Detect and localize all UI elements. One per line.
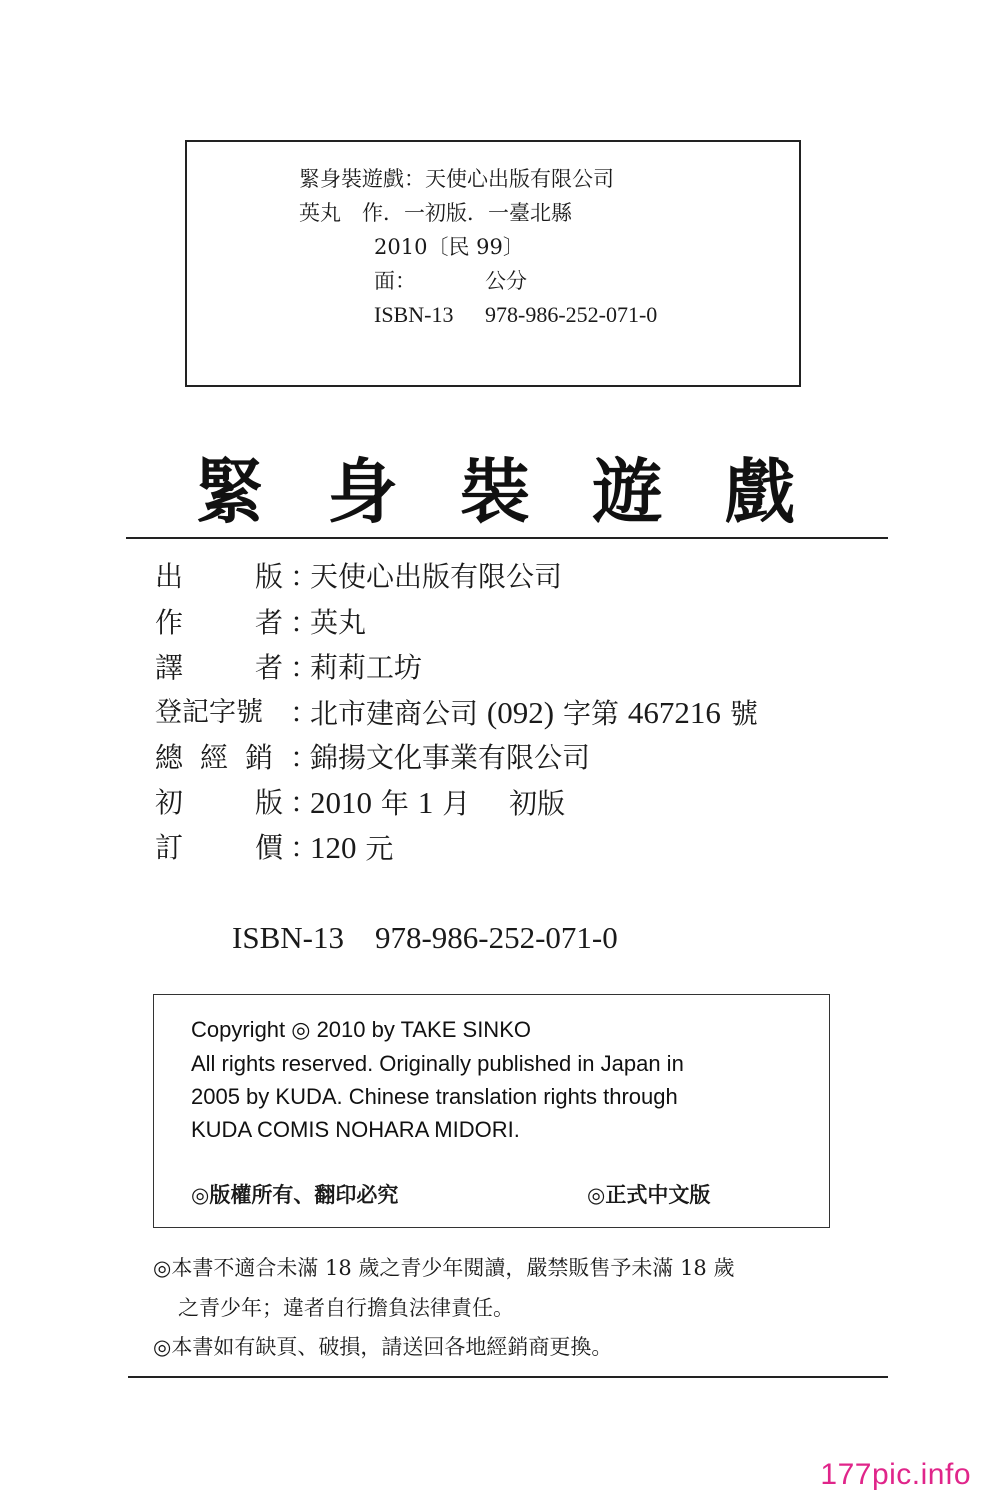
copyright-line: KUDA COMIS NOHARA MIDORI.	[191, 1117, 520, 1142]
cip-box	[185, 140, 801, 387]
colon: ：	[290, 786, 319, 819]
imprint-label: 作 者	[155, 606, 284, 639]
colon: ：	[290, 696, 319, 729]
cip-line-author: 英丸 作．一初版．一臺北縣	[299, 201, 572, 225]
title-char: 裝	[460, 451, 530, 533]
copyright-line: All rights reserved. Originally published in Japan in	[191, 1051, 684, 1076]
copyright-line: 2005 by KUDA. Chinese translation rights through	[191, 1084, 678, 1109]
colon: ：	[290, 606, 319, 639]
colon: ：	[290, 741, 319, 774]
imprint-label: 出 版	[155, 560, 284, 593]
bottom-divider	[128, 1376, 888, 1378]
cip-line-year: 2010〔民 99〕	[374, 235, 524, 259]
cip-line-title: 緊身裝遊戲：天使心出版有限公司	[299, 167, 614, 191]
imprint-value: 錦揚文化事業有限公司	[310, 741, 591, 774]
imprint-label: 登記字號	[155, 697, 263, 728]
imprint-value: 天使心出版有限公司	[310, 560, 563, 593]
title-divider	[126, 537, 888, 539]
title-char: 緊	[195, 451, 265, 533]
official-edition-notice: ◎正式中文版	[587, 1183, 711, 1207]
copyright-box	[153, 994, 830, 1228]
age-notice-cont: 之青少年；違者自行擔負法律責任。	[178, 1296, 514, 1320]
book-title	[195, 452, 795, 532]
imprint-label: 初 版	[155, 786, 284, 819]
damage-notice: ◎本書如有缺頁、破損，請送回各地經銷商更換。	[153, 1335, 613, 1359]
imprint-value: 北市建商公司 (092) 字第 467216 號	[310, 695, 758, 730]
imprint-label: 訂 價	[155, 831, 284, 864]
copyright-line: Copyright ◎ 2010 by TAKE SINKO	[191, 1017, 531, 1042]
cip-line-pages-label: 面：	[374, 269, 416, 293]
colon: ：	[290, 831, 319, 864]
age-notice: ◎本書不適合未滿 18 歲之青少年閱讀，嚴禁販售予未滿 18 歲	[153, 1256, 735, 1280]
isbn-main: ISBN-13 978-986-252-071-0	[232, 920, 618, 955]
rights-reserved-notice: ◎版權所有、翻印必究	[191, 1183, 399, 1207]
imprint-value: 2010 年 1 月 初版	[310, 785, 566, 820]
title-char: 遊	[592, 451, 663, 533]
colon: ：	[290, 651, 319, 684]
watermark-text: 177pic.info	[820, 1458, 971, 1491]
title-char: 戲	[725, 451, 795, 533]
cip-line-size: 公分	[485, 269, 527, 293]
imprint-value: 莉莉工坊	[310, 651, 423, 684]
imprint-label: 總 經 銷	[155, 741, 274, 774]
imprint-value: 英丸	[310, 606, 367, 639]
imprint-label: 譯 者	[155, 651, 284, 684]
cip-isbn-value: 978-986-252-071-0	[485, 302, 658, 327]
cip-isbn-label: ISBN-13	[374, 302, 454, 327]
imprint-value: 120 元	[310, 830, 394, 865]
colon: ：	[290, 560, 319, 593]
title-char: 身	[327, 451, 398, 533]
